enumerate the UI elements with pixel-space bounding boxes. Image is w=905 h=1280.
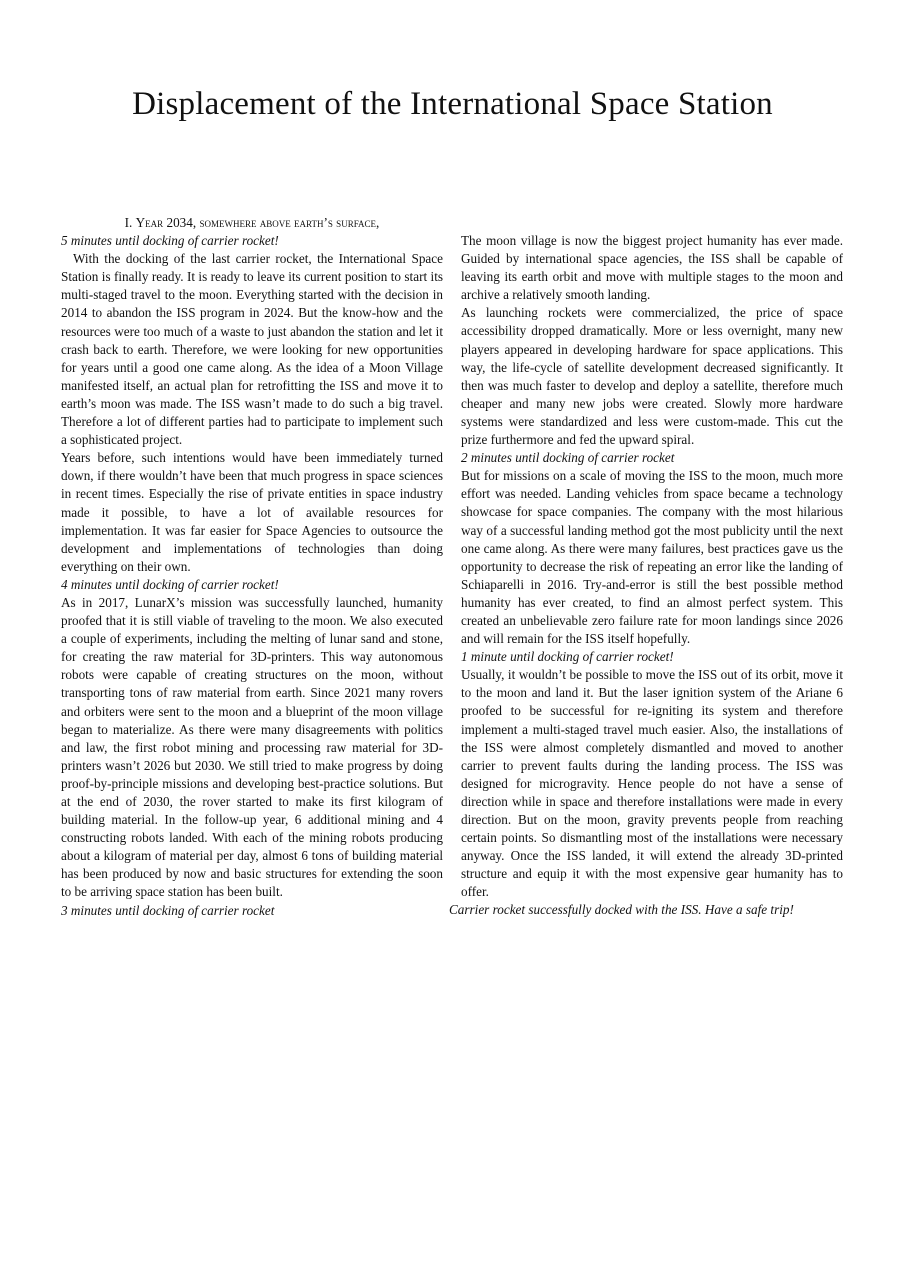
section-title: Year 2034, somewhere above earth’s surface, bbox=[135, 215, 380, 230]
paragraph: Years before, such intentions would have been immediately turned down, if there wouldn’t have been that much progress in space sciences in recent times. Especially the rise of private entities in space industry made it possible, to have a lot of available resources for implementation. It was far easier for Space Agencies to outsource the development and implementations of technologies than doing everything on their own. bbox=[61, 450, 443, 574]
paragraph: As launching rockets were commercialized, the price of space accessibility dropped dramatically. More or less overnight, many new players appeared in developing hardware for space applications. This way, the life-cycle of satellite development decreased significantly. It then was much faster to develop and deploy a satellite, therefore much cheaper and many new jobs were created. Slowly more hardware systems were standardized and less were custom-made. This cut the prize furthermore and fed the upward spiral. bbox=[461, 305, 843, 448]
paper-title: Displacement of the International Space Station bbox=[132, 86, 773, 122]
paragraph: With the docking of the last carrier rocket, the International Space Station is finally ready. It is ready to leave its current position to start its multi-staged travel to the moon. Everything started with the decision in 2014 to abandon the ISS program in 2024. But the know-how and the resources were too much of a waste to just abandon the station and let it crash back to earth. Therefore, we were looking for new opportunities for years until a good one came along. As the idea of a Moon Village manifested itself, an actual plan for retrofitting the ISS and move it to earth’s moon was made. The ISS wasn’t made to do such a big travel. Therefore a lot of different parties had to participate to implement such a sophisticated project. bbox=[61, 251, 443, 448]
left-column bbox=[61, 214, 443, 920]
paragraph: As in 2017, LunarX’s mission was successfully launched, humanity proofed that it is still viable of traveling to the moon. We also executed a couple of experiments, including the melting of lunar sand and stone, for creating the raw material for 3D-printers. This way autonomous robots were capable of creating structures on the moon, without transporting tons of raw material from earth. Since 2021 many rovers and orbiters were sent to the moon and a blueprint of the moon village began to materialize. As there were many disagreements with politics and law, the first robot mining and processing raw material for 3D-printers wasn’t 2026 but 2030. We still tried to make progress by doing proof-by-principle missions and developing best-practice solutions. But at the end of 2030, the rover started to make its first kilogram of building material. In the follow-up year, 6 additional mining and 4 constructing robots landed. With each of the mining robots producing about a kilogram of material per day, almost 6 tons of building material has been produced by now and basic structures for extending the soon to be arriving space station has been built. bbox=[61, 594, 443, 900]
subheading: 2 minutes until docking of carrier rocket bbox=[461, 450, 675, 466]
paragraph: But for missions on a scale of moving the ISS to the moon, much more effort was needed. Landing vehicles from space became a technology showcase for space companies. The company with the most hilarious way of a successful landing method got the most publicity until the next one came along. As there were many failures, best practices gave us the opportunity to decrease the risk of repeating an error like the landing of Schiaparelli in 2016. Try-and-error is still the best possible method humanity has ever created, to find an almost perfect system. This created an unbelievable zero failure rate for moon landings since 2026 and will remain for the ISS itself hopefully. bbox=[461, 468, 843, 647]
section-subtitle: 5 minutes until docking of carrier rocket! bbox=[61, 233, 279, 249]
paragraph: Usually, it wouldn’t be possible to move the ISS out of its orbit, move it to the moon and land it. But the laser ignition system of the Ariane 6 proofed to be successful for re-igniting its system and therefore implement a multi-staged travel much easier. Also, the installations of the ISS were almost completely dismantled and moved to another carrier to prevent faults during the landing process. The ISS was designed for microgravity. Hence people do not have a sense of direction while in space and therefore installations were made in every direction. But on the moon, gravity prevents people from reaching certain points. So dismantling most of the installations were necessary anyway. Once the ISS landed, it will extend the already 3D-printed structure and equip it with the most expensive gear humanity has to offer. bbox=[461, 667, 843, 900]
section-number: I. bbox=[124, 215, 133, 230]
paragraph: The moon village is now the biggest project humanity has ever made. Guided by international space agencies, the ISS shall be capable of leaving its earth orbit and move with multiple stages to the moon and archive a relatively smooth landing. bbox=[461, 233, 843, 303]
right-column bbox=[449, 214, 843, 920]
closing-line: Carrier rocket successfully docked with the ISS. Have a safe trip! bbox=[449, 902, 794, 918]
subheading: 1 minute until docking of carrier rocket! bbox=[461, 649, 674, 665]
section-heading bbox=[61, 214, 443, 232]
subheading: 3 minutes until docking of carrier rocket bbox=[61, 902, 275, 918]
subheading: 4 minutes until docking of carrier rocket! bbox=[61, 576, 279, 592]
